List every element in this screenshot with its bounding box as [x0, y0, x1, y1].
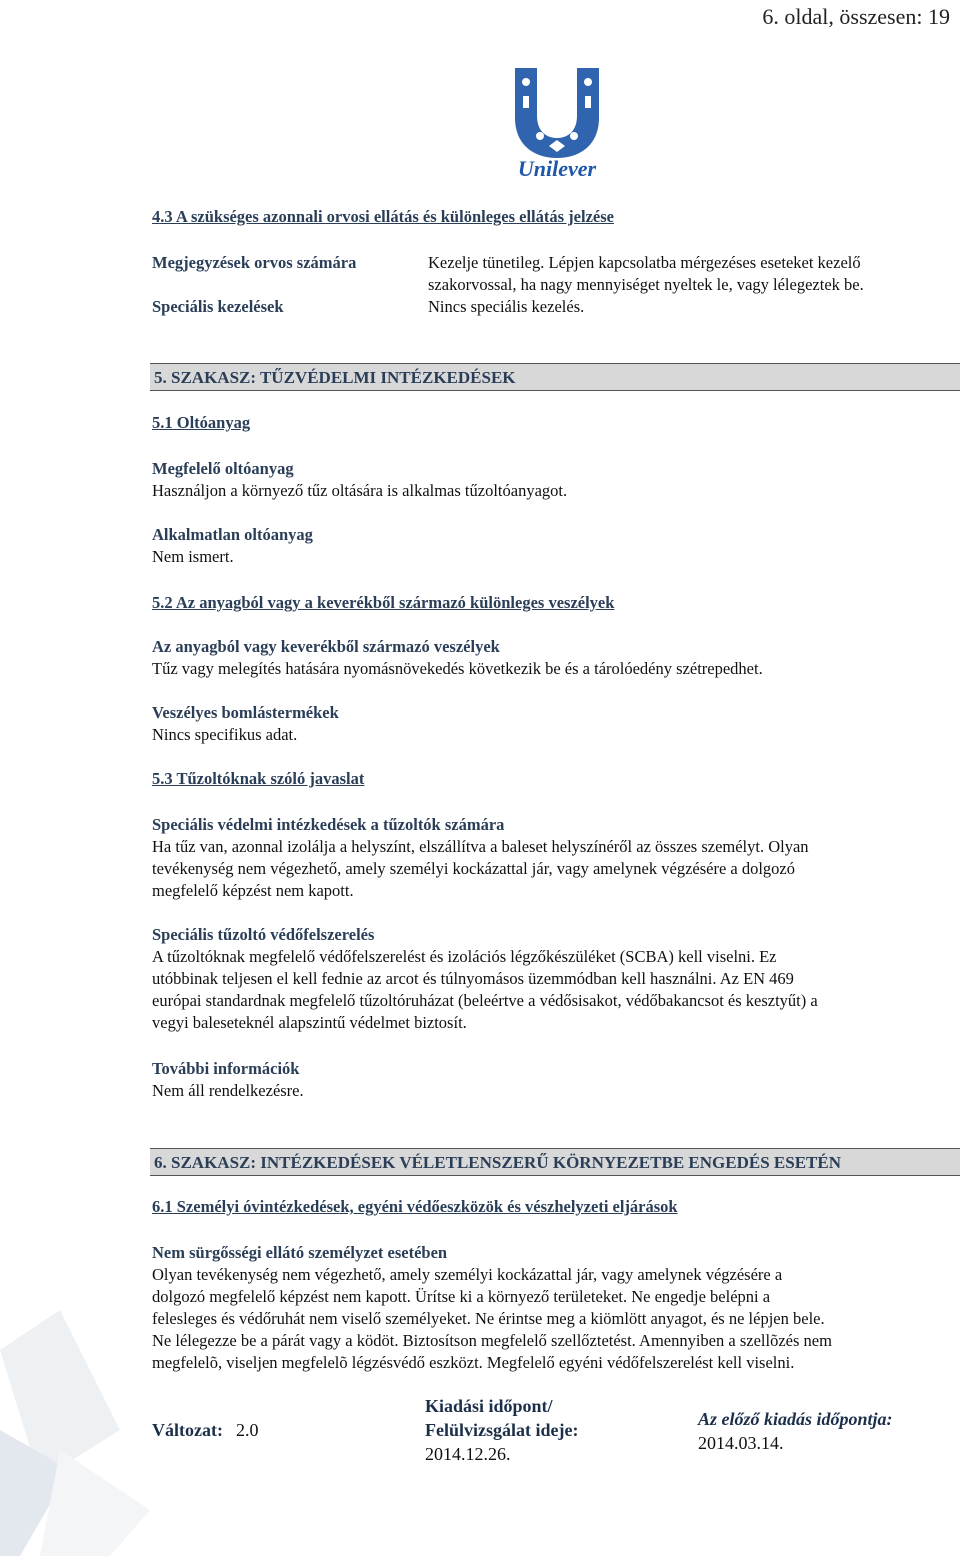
section-4-3-title: 4.3 A szükséges azonnali orvosi ellátás és különleges ellátás jelzése	[152, 207, 614, 226]
special-measures-line2: tevékenység nem végezhető, amely személyi kockázattal jár, vagy amelynek végzésére a dolgozó	[152, 859, 796, 878]
further-info-text: Nem áll rendelkezésre.	[152, 1081, 304, 1100]
non-emergency-line5: megfelelõ, viseljen megfelelõ légzésvédő eszközt. Megfelelő egyéni védőfelszerelést kell viselni.	[152, 1353, 795, 1372]
equipment-line2: utóbbinak teljesen el kell fednie az arcot és túlnyomásos üzemmódban kell használni. Az EN 469	[152, 969, 794, 988]
non-emergency-line4: Ne lélegezze be a párát vagy a ködöt. Biztosítson megfelelő szellőztetést. Amennyiben a szellõzés nem	[152, 1331, 832, 1350]
equipment-line1: A tűzoltóknak megfelelő védőfelszerelést és izolációs légzőkészüléket (SCBA) kell viselni. Ez	[152, 947, 777, 966]
equipment-line3: európai standardnak megfelelő tűzoltóruházat (beleértve a védősisakot, védőbakancsot és kesztyűt) a	[152, 991, 818, 1010]
page-number: 6. oldal, összesen: 19	[762, 4, 950, 29]
section-6-band: 6. SZAKASZ: INTÉZKEDÉSEK VÉLETLENSZERŰ KÖRNYEZETBE ENGEDÉS ESETÉN	[150, 1148, 960, 1176]
previous-issue-label: Az előző kiadás időpontja:	[698, 1409, 893, 1429]
suitable-media-text: Használjon a környező tűz oltására is alkalmas tűzoltóanyagot.	[152, 481, 568, 500]
non-emergency-line3: felesleges és védőruhát nem viselő személyeket. Ne érintse meg a kiömlött anyagot, és ne lépjen bele.	[152, 1309, 825, 1328]
value-special-treatment: Nincs speciális kezelés.	[428, 297, 585, 316]
label-special-treatment: Speciális kezelések	[152, 297, 284, 316]
label-doctor-notes: Megjegyzések orvos számára	[152, 253, 357, 272]
issue-date-value: 2014.12.26.	[425, 1444, 511, 1464]
unilever-logo-mark	[505, 62, 609, 180]
issue-date-label-line1: Kiadási időpont/	[425, 1396, 553, 1416]
svg-text:Unilever: Unilever	[517, 156, 597, 180]
equipment-title: Speciális tűzoltó védőfelszerelés	[152, 925, 375, 944]
hazards-title: Az anyagból vagy keverékből származó veszélyek	[152, 637, 500, 656]
suitable-media-title: Megfelelő oltóanyag	[152, 459, 294, 478]
version-label: Változat:	[152, 1420, 223, 1440]
unilever-logo	[505, 62, 609, 180]
special-measures-title: Speciális védelmi intézkedések a tűzoltók számára	[152, 815, 505, 834]
unsuitable-media-text: Nem ismert.	[152, 547, 234, 566]
non-emergency-line2: dolgozó megfelelő képzést nem kapott. Ürítse ki a környező területeket. Ne engedje belépni a	[152, 1287, 771, 1306]
decomposition-text: Nincs specifikus adat.	[152, 725, 298, 744]
special-measures-line1: Ha tűz van, azonnal izolálja a helyszínt, elszállítva a baleset helyszínéről az összes személyt. Olyan	[152, 837, 809, 856]
section-6-1-title: 6.1 Személyi óvintézkedések, egyéni védőeszközök és vészhelyzeti eljárások	[152, 1197, 678, 1216]
value-doctor-notes-line1: Kezelje tünetileg. Lépjen kapcsolatba mérgezéses eseteket kezelő	[428, 253, 861, 272]
non-emergency-line1: Olyan tevékenység nem végezhető, amely személyi kockázattal jár, vagy amelynek végzésére a	[152, 1265, 783, 1284]
decomposition-title: Veszélyes bomlástermékek	[152, 703, 339, 722]
equipment-line4: vegyi baleseteknél alapszintű védelmet biztosít.	[152, 1013, 467, 1032]
section-5-3-title: 5.3 Tűzoltóknak szóló javaslat	[152, 769, 365, 788]
section-5-2-title: 5.2 Az anyagból vagy a keverékből származó különleges veszélyek	[152, 593, 615, 612]
value-doctor-notes-line2: szakorvossal, ha nagy mennyiséget nyeltek le, vagy lélegeztek be.	[428, 275, 864, 294]
section-5-1-title: 5.1 Oltóanyag	[152, 413, 251, 432]
section-5-band: 5. SZAKASZ: TŰZVÉDELMI INTÉZKEDÉSEK	[150, 363, 960, 391]
hazards-text: Tűz vagy melegítés hatására nyomásnövekedés következik be és a tárolóedény szétrepedhet.	[152, 659, 763, 678]
decorative-corner-shapes	[0, 1310, 150, 1556]
version-value: 2.0	[236, 1420, 259, 1440]
issue-date-label-line2: Felülvizsgálat ideje:	[425, 1420, 579, 1440]
previous-issue-value: 2014.03.14.	[698, 1433, 784, 1453]
unsuitable-media-title: Alkalmatlan oltóanyag	[152, 525, 313, 544]
non-emergency-title: Nem sürgősségi ellátó személyzet esetében	[152, 1243, 448, 1262]
special-measures-line3: megfelelő képzést nem kapott.	[152, 881, 354, 900]
further-info-title: További információk	[152, 1059, 300, 1078]
